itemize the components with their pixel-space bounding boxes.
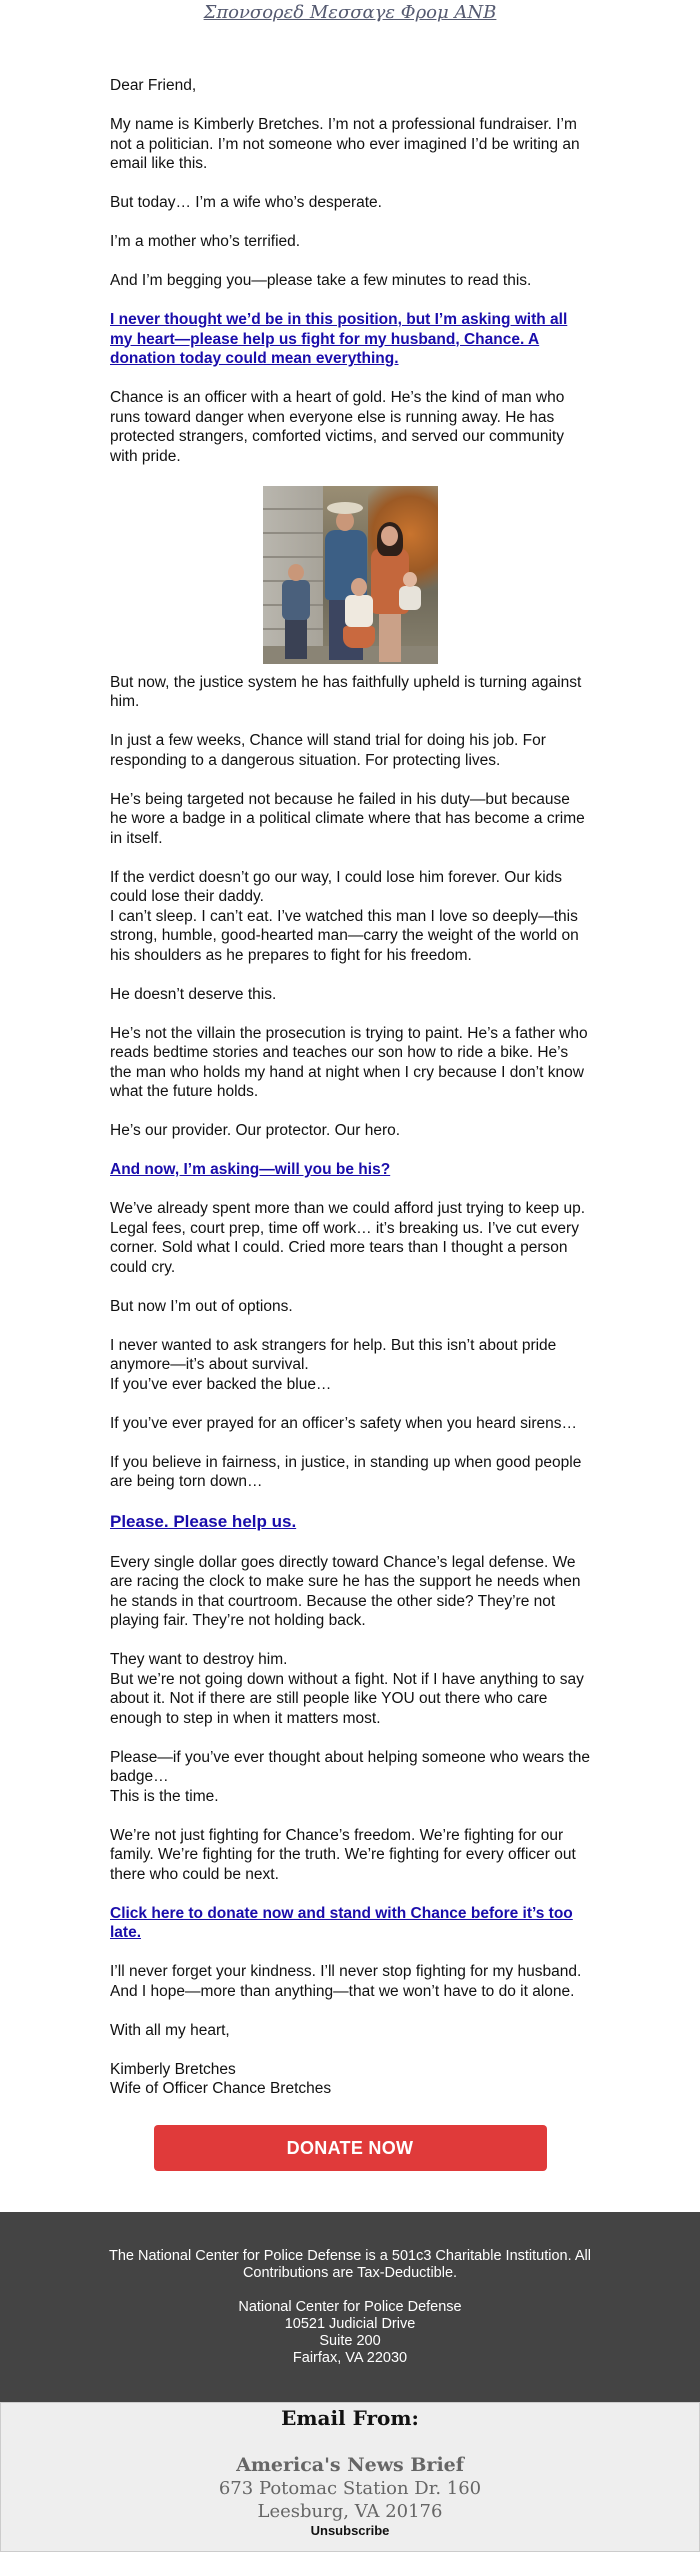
sender-brand: America's News Brief [236, 2454, 464, 2476]
donate-link-paragraph [110, 1511, 590, 1533]
paragraph: If you believe in fairness, in justice, in standing up when good people are being torn down… [110, 1453, 582, 1490]
paragraph: I’m a mother who’s terrified. [110, 233, 301, 250]
org-name: National Center for Police Defense [238, 2299, 462, 2315]
unsubscribe-link[interactable]: Unsubscribe [310, 2523, 390, 2538]
paragraph: Every single dollar goes directly toward Chance’s legal defense. We are racing the clock to make sure he has the support he needs when he stands in that courtroom. Because the other side? They’re not playing fair. They’re not holding back. [110, 1553, 581, 1629]
donate-link-4[interactable]: Click here to donate now and stand with Chance before it’s too late. [110, 1904, 573, 1941]
org-city: Fairfax, VA 22030 [292, 2350, 408, 2366]
tax-notice: The National Center for Police Defense is a 501c3 Charitable Institution. All Contributions are Tax-Deductible. [109, 2248, 591, 2281]
paragraph-line: I can’t sleep. I can’t eat. I’ve watched this man I love so deeply—this strong, humble, good-hearted man—carry the weight of the world on his shoulders as he prepares to fight for his freedom. [110, 907, 579, 964]
paragraph [110, 1336, 590, 1395]
paragraph-line: But we’re not going down without a fight. Not if I have anything to say about it. Not if there are still people like YOU out there who care enough to step in when it matters most. [110, 1670, 584, 1727]
paragraph-line: This is the time. [110, 1787, 219, 1805]
donate-now-button[interactable]: DONATE NOW [154, 2125, 547, 2171]
sponsor-line[interactable]: Σπονσορεδ Μεσσαγε Φρομ ΑΝΒ [203, 2, 497, 23]
closing: With all my heart, [110, 2021, 230, 2039]
paragraph: But today… I’m a wife who’s desperate. [110, 194, 382, 211]
paragraph: If you’ve ever prayed for an officer’s safety when you heard sirens… [110, 1414, 577, 1432]
paragraph-line: Please—if you’ve ever thought about helping someone who wears the badge… [110, 1748, 590, 1785]
email-from-heading: Email From: [281, 2406, 419, 2430]
donate-link-paragraph [110, 1160, 590, 1180]
donate-link-2[interactable]: And now, I’m asking—will you be his? [110, 1161, 391, 1178]
paragraph: I’ll never forget your kindness. I’ll never stop fighting for my husband. And I hope—more than anything—that we won’t have to do it alone. [110, 1963, 582, 2000]
paragraph-line: If you’ve ever backed the blue… [110, 1375, 332, 1393]
paragraph: We’re not just fighting for Chance’s freedom. We’re fighting for our family. We’re fighting for the truth. We’re fighting for every officer out there who could be next. [110, 1826, 576, 1883]
donate-link-paragraph [110, 1904, 590, 1943]
paragraph [110, 1650, 590, 1728]
paragraph: And I’m begging you—please take a few minutes to read this. [110, 272, 532, 289]
footer-organization [0, 2212, 700, 2402]
sender-city: Leesburg, VA 20176 [257, 2501, 443, 2522]
paragraph: He’s being targeted not because he failed in his duty—but because he wore a badge in a political climate where that has become a crime in itself. [110, 790, 585, 847]
paragraph: He’s not the villain the prosecution is trying to paint. He’s a father who reads bedtime stories and teaches our son how to ride a bike. He’s the man who holds my hand at night when I cry because I don’t know what the future holds. [110, 1024, 588, 1100]
salutation: Dear Friend, [110, 77, 197, 94]
org-suite: Suite 200 [319, 2333, 381, 2349]
org-street: 10521 Judicial Drive [284, 2316, 416, 2332]
letter-body [110, 76, 590, 2118]
paragraph: My name is Kimberly Bretches. I’m not a professional fundraiser. I’m not a politician. I’m not someone who ever imagined I’d be writing an email like this. [110, 116, 580, 172]
donate-link-paragraph [110, 310, 590, 369]
paragraph-line: I never wanted to ask strangers for help. But this isn’t about pride anymore—it’s about survival. [110, 1336, 557, 1373]
paragraph: But now I’m out of options. [110, 1297, 293, 1315]
paragraph: But now, the justice system he has faithfully upheld is turning against him. [110, 673, 582, 710]
sender-street: 673 Potomac Station Dr. 160 [218, 2478, 482, 2499]
paragraph-line: If the verdict doesn’t go our way, I could lose him forever. Our kids could lose their daddy. [110, 868, 563, 905]
donate-link-3[interactable]: Please. Please help us. [110, 1512, 297, 1531]
signature-name: Kimberly Bretches [110, 2060, 236, 2078]
donate-button-wrap [0, 2125, 700, 2171]
donate-link-1[interactable]: I never thought we’d be in this position, but I’m asking with all my heart—please help us fight for my husband, Chance. A donation today could mean everything. [110, 311, 568, 367]
paragraph [110, 1748, 590, 1807]
signature [110, 2060, 590, 2099]
paragraph: He doesn’t deserve this. [110, 985, 277, 1003]
family-photo [263, 486, 438, 664]
signature-title: Wife of Officer Chance Bretches [110, 2080, 332, 2097]
footer-sender [0, 2402, 700, 2552]
paragraph-line: They want to destroy him. [110, 1651, 288, 1668]
paragraph: He’s our provider. Our protector. Our hero. [110, 1122, 401, 1139]
paragraph: We’ve already spent more than we could afford just trying to keep up. Legal fees, court prep, time off work… it’s breaking us. I’ve cut every corner. Sold what I could. Cried more tears than I thought a person could cry. [110, 1200, 586, 1276]
paragraph [110, 868, 590, 966]
paragraph: In just a few weeks, Chance will stand trial for doing his job. For responding to a dangerous situation. For protecting lives. [110, 732, 546, 769]
paragraph: Chance is an officer with a heart of gold. He’s the kind of man who runs toward danger when everyone else is running away. He has protected strangers, comforted victims, and served our community with pride. [110, 389, 565, 465]
